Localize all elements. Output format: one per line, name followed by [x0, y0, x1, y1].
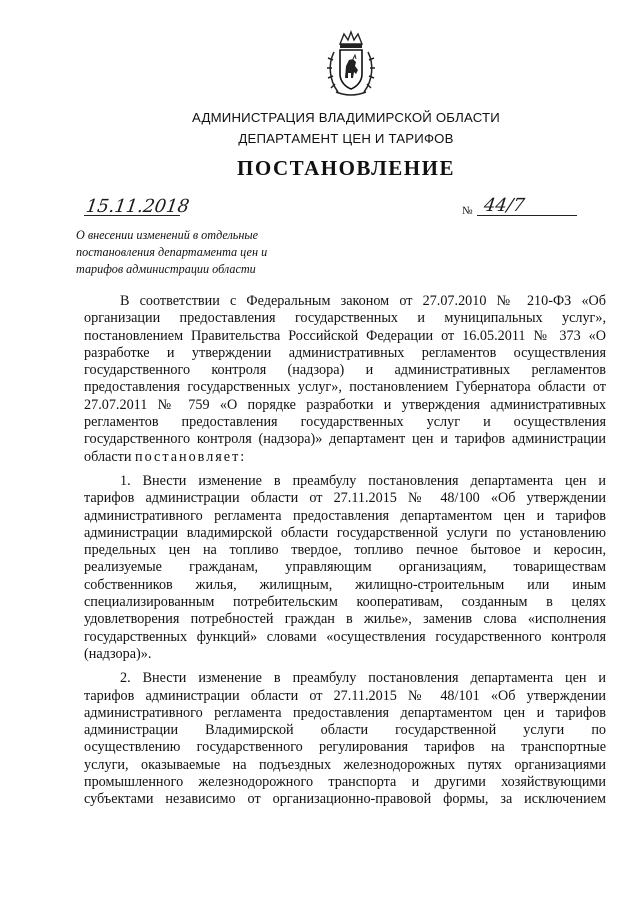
number-underline [477, 215, 577, 216]
text-line: реализуемые гражданам, управляющим организациям, товариществам [84, 559, 606, 576]
text-line: промышленного железнодорожного транспорта и другими хозяйствующими [84, 774, 606, 791]
text-line: государственных функций» словами «осуществления государственного контроля [84, 628, 606, 645]
number-sign: № [462, 205, 473, 217]
document-subject [76, 227, 306, 278]
text-line: предоставления государственных услуг», постановлением Губернатора области от [84, 379, 606, 396]
text-line: административного регламента предоставления департаментом цен и тарифов [84, 704, 606, 721]
organization-name: АДМИНИСТРАЦИЯ ВЛАДИМИРСКОЙ ОБЛАСТИ [192, 110, 500, 125]
text-line: государственного контроля (надзора) и административных регламентов [84, 362, 606, 379]
text-line: специализированным потребительским кооперативам, созданным в целях [84, 594, 606, 611]
text-line: постановлением Правительства Российской Федерации от 16.05.2011 № 373 «О [84, 327, 606, 344]
text-line [84, 449, 606, 466]
text-line: организации предоставления государственных и муниципальных услуг», [84, 310, 606, 327]
text-line: государственного контроля (надзора)» департамент цен и тарифов администрации [84, 431, 606, 448]
item-1-paragraph [84, 473, 606, 663]
preamble-paragraph [84, 293, 606, 466]
text-line: 27.07.2011 № 759 «О порядке разработки и утверждения административных [84, 396, 606, 413]
subject-line: О внесении изменений в отдельные [76, 228, 259, 242]
text-line: администрации Владимирской области государственной услуги по [84, 722, 606, 739]
text-line: удовлетворения потребностей граждан в жилье», заменив слова «исполнения [84, 611, 606, 628]
resolve-keyword: постановляет: [134, 448, 247, 465]
preamble-end-word: области [84, 448, 132, 465]
coat-of-arms-emblem [326, 30, 376, 98]
text-line: 2. Внести изменение в преамбулу постановления департамента цен и [120, 670, 606, 687]
text-line: субъектами независимо от организационно-правовой формы, за исключением [84, 791, 606, 808]
text-line: осуществлению государственного регулирования тарифов на транспортные [84, 739, 606, 756]
subject-line: тарифов администрации области [76, 262, 256, 276]
item-2-paragraph [84, 670, 606, 808]
department-name: ДЕПАРТАМЕНТ ЦЕН И ТАРИФОВ [238, 131, 454, 146]
text-line: регламентов предоставления государственных услуг и осуществления [84, 414, 606, 431]
subject-line: постановления департамента цен и [76, 245, 268, 259]
text-line: администрации владимирской области государственной услуги по установлению [84, 524, 606, 541]
text-line: (надзора)». [84, 645, 152, 662]
handwritten-date: 15.11.2018 [84, 196, 191, 217]
text-line: собственников жилья, жилищным, жилищно-строительным или иным [84, 576, 606, 593]
date-underline [84, 215, 180, 216]
text-line: предельных цен на топливо твердое, топливо печное бытовое и керосин, [84, 542, 606, 559]
text-line: разработке и утверждении административных регламентов осуществления [84, 344, 606, 361]
text-line: услуги, оказываемые на подъездных железнодорожных путях организациями [84, 756, 606, 773]
handwritten-document-number: 44/7 [482, 195, 526, 216]
text-line: В соответствии с Федеральным законом от 27.07.2010 № 210-ФЗ «Об [120, 293, 606, 309]
text-line: тарифов администрации области от 27.11.2015 № 48/100 «Об утверждении [84, 490, 606, 507]
document-type-title: ПОСТАНОВЛЕНИЕ [237, 156, 455, 180]
text-line: административного регламента предоставления департаментом цен и тарифов [84, 507, 606, 524]
text-line: 1. Внести изменение в преамбулу постановления департамента цен и [120, 472, 606, 489]
document-body [84, 293, 606, 809]
text-line: тарифов администрации области от 27.11.2015 № 48/101 «Об утверждении [84, 687, 606, 704]
